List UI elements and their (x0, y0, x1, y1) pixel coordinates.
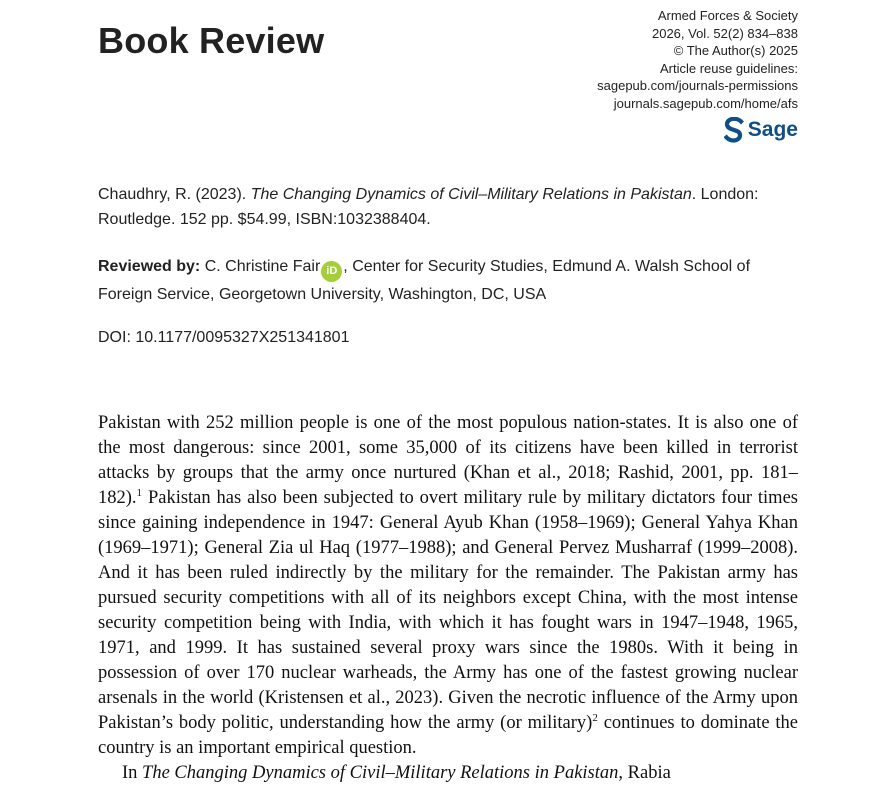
reviewer-line (98, 254, 808, 307)
copyright-line: © The Author(s) 2025 (673, 43, 798, 59)
journal-name: Armed Forces & Society (657, 8, 798, 23)
footnote-ref-1[interactable]: 1 (136, 487, 143, 499)
p2-text-a: In (122, 763, 143, 783)
book-citation (98, 182, 798, 232)
doi-line[interactable]: DOI: 10.1177/0095327X251341801 (98, 329, 350, 346)
p2-book-title: The Changing Dynamics of Civil–Military Relations in Pakistan (142, 763, 619, 783)
reuse-guidelines-label: Article reuse guidelines: (659, 60, 798, 76)
sage-s-icon (724, 117, 744, 143)
body-paragraph-2 (98, 761, 798, 786)
reviewer-name: C. Christine Fair (204, 258, 321, 275)
citation-publication: . London: Routledge. 152 pp. $54.99, ISBN:1032388404. (98, 186, 759, 228)
publisher-logo-text: Sage (747, 118, 798, 141)
journal-home-link[interactable]: journals.sagepub.com/home/afs (613, 95, 798, 111)
p1-text-c: continues to dominate the country is an important empirical question. (98, 713, 798, 758)
p1-text-a: Pakistan with 252 million people is one of the most populous nation-states. It is also one of the most dangerous: since 2001, some 35,000 of its citizens have been killed in terrorist attacks by groups that the army once nurtured (Khan et al., 2018; Rashid, 2001, pp. 181–182). (98, 413, 798, 508)
body-paragraph-1 (98, 411, 798, 761)
citation-authors: Chaudhry, R. (2023). (98, 186, 247, 203)
orcid-icon[interactable]: iD (321, 261, 342, 282)
article-type-heading: Book Review (98, 20, 325, 61)
article-body (98, 411, 798, 786)
footnote-ref-2[interactable]: 2 (592, 712, 598, 724)
p1-text-b: Pakistan has also been subjected to overt military rule by military dictators four times since gaining independence in 1947: General Ayub Khan (1958–1969); General Yahya Khan (1969–1971); General Zia ul Haq (1977–1988); and General Pervez Musharraf (1999–2008). And it has been ruled indirectly by the military for the remainder. The Pakistan army has pursued security competitions with all of its neighbors except China, with the most intense security competition being with India, with which it has fought wars in 1947–1948, 1965, 1971, and 1999. It has sustained several proxy wars since the 1980s. With it being in possession of over 170 nuclear warheads, the Army has one of the fastest growing nuclear arsenals in the world (Kristensen et al., 2023). Given the necrotic influence of the Army upon Pakistan’s body politic, understanding how the army (or military) (98, 488, 798, 733)
p2-text-b: , Rabia (618, 763, 671, 783)
reviewed-by-label: Reviewed by: (98, 258, 201, 275)
publisher-logo (724, 116, 798, 144)
volume-info: 2026, Vol. 52(2) 834–838 (651, 25, 798, 41)
permissions-link[interactable]: sagepub.com/journals-permissions (597, 78, 798, 94)
journal-metadata (478, 7, 798, 113)
reviewer-affiliation: , Center for Security Studies, Edmund A. Walsh School of Foreign Service, Georgetown University, Washington, DC, USA (98, 258, 751, 303)
citation-book-title: The Changing Dynamics of Civil–Military Relations in Pakistan (250, 186, 692, 203)
